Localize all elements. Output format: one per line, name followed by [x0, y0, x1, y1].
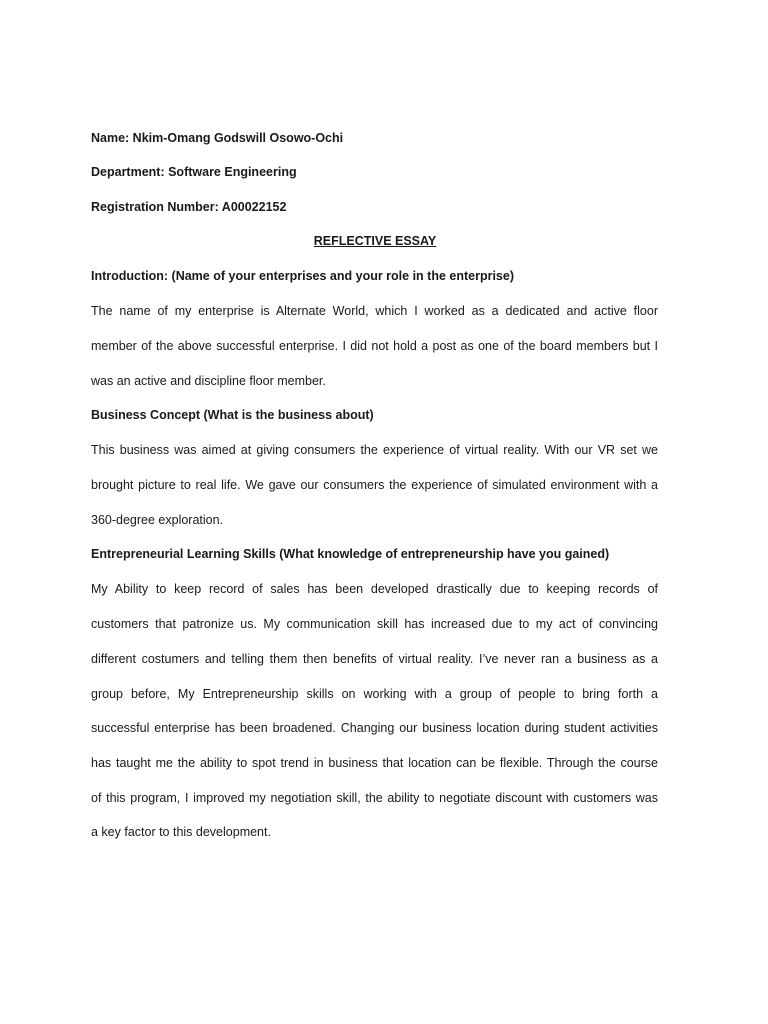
paragraph-line: My Ability to keep record of sales has been developed drastically due to keeping records of	[91, 582, 658, 596]
paragraph-line: 360-degree exploration.	[91, 513, 224, 527]
paragraph-line: The name of my enterprise is Alternate World, which I worked as a dedicated and active floor	[91, 304, 658, 318]
paragraph-line: customers that patronize us. My communication skill has increased due to my act of convincing	[91, 617, 658, 631]
paragraph-line: was an active and discipline floor member.	[91, 374, 326, 388]
paragraph-line: of this program, I improved my negotiation skill, the ability to negotiate discount with customers was	[91, 791, 658, 805]
paragraph-line: a key factor to this development.	[91, 825, 271, 839]
student-name: Name: Nkim-Omang Godswill Osowo-Ochi	[91, 131, 344, 145]
paragraph-line: successful enterprise has been broadened. Changing our business location during student activities	[91, 721, 658, 735]
paragraph-line: different costumers and telling them then benefits of virtual reality. I’ve never ran a business as a	[91, 652, 658, 666]
paragraph-line: group before, My Entrepreneurship skills on working with a group of people to bring forth a	[91, 687, 658, 701]
section-heading-business-concept: Business Concept (What is the business about)	[91, 408, 374, 422]
paragraph-line: This business was aimed at giving consumers the experience of virtual reality. With our VR set we	[91, 443, 658, 457]
registration-number: Registration Number: A00022152	[91, 200, 287, 214]
section-heading-learning-skills: Entrepreneurial Learning Skills (What knowledge of entrepreneurship have you gained)	[91, 547, 610, 561]
paragraph-line: member of the above successful enterprise. I did not hold a post as one of the board members but I	[91, 339, 658, 353]
paragraph-line: has taught me the ability to spot trend in business that location can be flexible. Through the course	[91, 756, 658, 770]
essay-title: REFLECTIVE ESSAY	[313, 234, 437, 248]
section-heading-introduction: Introduction: (Name of your enterprises and your role in the enterprise)	[91, 269, 514, 283]
paragraph-line: brought picture to real life. We gave our consumers the experience of simulated environment with a	[91, 478, 658, 492]
department: Department: Software Engineering	[91, 165, 297, 179]
